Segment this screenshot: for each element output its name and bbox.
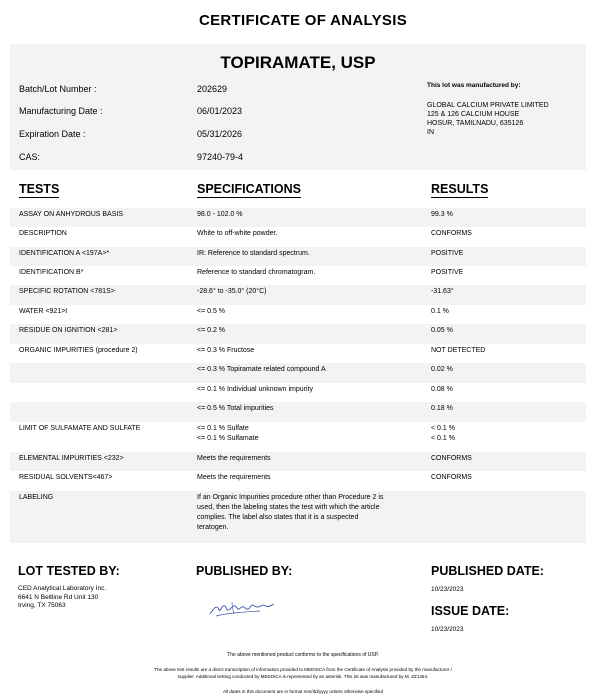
test-name: ASSAY ON ANHYDROUS BASIS: [19, 211, 123, 218]
manufacturer-line: 125 & 126 CALCIUM HOUSE: [427, 111, 520, 118]
document-title: CERTIFICATE OF ANALYSIS: [198, 12, 408, 29]
specification-line: complies. The label also states that it is a suspected: [197, 514, 359, 521]
specification: <= 0.1 % Individual unknown impurity: [197, 386, 313, 393]
specification: <= 0.3 % Fructose: [197, 347, 255, 354]
result-value: CONFORMS: [431, 474, 472, 481]
specification: <= 0.5 %: [197, 308, 226, 315]
result-value: -31.63°: [431, 288, 454, 295]
manufacturer-line: HOSUR, TAMILNADU, 635126: [427, 120, 524, 127]
manufacturer-line: IN: [427, 129, 434, 136]
result-value: 99.3 %: [431, 211, 453, 218]
result-value: POSITIVE: [431, 250, 464, 257]
test-name: RESIDUE ON IGNITION <281>: [19, 327, 118, 334]
batch-label: Batch/Lot Number :: [19, 84, 97, 94]
cas-value: 97240-79-4: [197, 152, 244, 162]
testing-note: supplier. Additional testing conducted by MEDISCA is represented by an asterisk. This lot was manufactured by M. ZZ1454.: [177, 674, 429, 679]
product-name: TOPIRAMATE, USP: [220, 53, 376, 72]
specification: -28.6° to -35.0° (20°C): [197, 288, 267, 295]
test-name: LIMIT OF SULFAMATE AND SULFATE: [19, 425, 141, 432]
transcription-note: The above test results are a direct transcription of information provided to MEDISCA from the Certificate of Analysis provided by the manufacturer /: [154, 667, 452, 672]
published-date-value: 10/23/2023: [431, 586, 464, 593]
specification-line: If an Organic Impurities procedure other than Procedure 2 is: [197, 494, 384, 501]
test-name: WATER <921>I: [19, 308, 68, 315]
test-name: IDENTIFICATION B*: [19, 269, 84, 276]
manufacturer-heading: This lot was manufactured by:: [427, 82, 521, 89]
lot-tested-address: [18, 585, 106, 611]
specification: White to off-white powder.: [197, 230, 278, 237]
result-value: CONFORMS: [431, 230, 472, 237]
table-row: [10, 208, 586, 227]
specifications-column-header: SPECIFICATIONS: [197, 182, 301, 196]
table-row: [10, 402, 586, 422]
test-name: DESCRIPTION: [19, 230, 67, 237]
specification: 98.0 - 102.0 %: [197, 211, 243, 218]
specification: Meets the requirements: [197, 474, 271, 481]
table-row: [10, 247, 586, 266]
test-name: LABELING: [19, 494, 54, 501]
table-row: [10, 422, 586, 452]
test-name: ORGANIC IMPURITIES (procedure 2): [19, 347, 138, 354]
specification: Meets the requirements: [197, 455, 271, 462]
specification: <= 0.5 % Total impurities: [197, 405, 274, 412]
result-value: NOT DETECTED: [431, 347, 486, 354]
test-name: ELEMENTAL IMPURITIES <232>: [19, 455, 124, 462]
specification-line: used, then the labeling states the test with which the article: [197, 504, 380, 511]
manufacturer-line: GLOBAL CALCIUM PRIVATE LIMITED: [427, 102, 549, 109]
lab-line: Irving, TX 75063: [18, 602, 66, 609]
test-name: RESIDUAL SOLVENTS<467>: [19, 474, 113, 481]
conformance-note: The above mentioned product conforms to the specifications of USP.: [227, 652, 379, 658]
test-name: SPECIFIC ROTATION <781S>: [19, 288, 115, 295]
result-value: 0.1 %: [431, 308, 449, 315]
table-row: [10, 324, 586, 344]
expiration-date-label: Expiration Date :: [19, 129, 86, 139]
specification: IR: Reference to standard spectrum.: [197, 250, 310, 257]
table-row: [10, 471, 586, 491]
specification: <= 0.3 % Topiramate related compound A: [197, 366, 326, 373]
table-row: [10, 363, 586, 383]
table-row: [10, 227, 586, 247]
test-name: IDENTIFICATION A <197A>*: [19, 250, 110, 257]
specification: <= 0.1 % Sulfamate: [197, 435, 259, 442]
signature-image: [208, 598, 278, 620]
published-date-heading: PUBLISHED DATE:: [431, 564, 544, 578]
table-row: [10, 285, 586, 305]
lab-line: CED Analytical Laboratory Inc.: [18, 585, 107, 592]
lot-tested-heading: LOT TESTED BY:: [18, 564, 120, 578]
result-value: CONFORMS: [431, 455, 472, 462]
lab-line: 6641 N Beltline Rd Unit 130: [18, 593, 99, 601]
table-row: [10, 491, 586, 543]
issue-date-value: 10/23/2023: [431, 626, 464, 633]
table-row: [10, 266, 586, 285]
result-value: 0.18 %: [431, 405, 453, 412]
manufacturing-date-label: Manufacturing Date :: [19, 106, 103, 116]
cas-label: CAS:: [19, 152, 41, 162]
table-row: [10, 305, 586, 324]
manufacturing-date-value: 06/01/2023: [197, 106, 243, 116]
specification-line: teratogen.: [197, 524, 229, 531]
table-row: [10, 383, 586, 402]
date-format-note: All dates in this document are in format mm/dd/yyyy unless otherwise specified: [222, 689, 384, 694]
manufacturer-address: [427, 101, 549, 137]
specification: Reference to standard chromatogram.: [197, 269, 316, 276]
table-row: [10, 452, 586, 471]
results-column-header: RESULTS: [431, 182, 489, 196]
product-info-panel: [10, 44, 586, 170]
result-value: 0.08 %: [431, 386, 453, 393]
issue-date-heading: ISSUE DATE:: [431, 604, 510, 618]
published-by-heading: PUBLISHED BY:: [196, 564, 293, 578]
result-value: 0.05 %: [431, 327, 453, 334]
expiration-date-value: 05/31/2026: [197, 129, 243, 139]
result-value: < 0.1 %: [431, 435, 455, 442]
batch-value: 202629: [197, 84, 228, 94]
result-value: < 0.1 %: [431, 425, 455, 432]
tests-column-header: TESTS: [19, 182, 60, 196]
result-value: 0.02 %: [431, 366, 453, 373]
result-value: POSITIVE: [431, 269, 464, 276]
specification: <= 0.2 %: [197, 327, 226, 334]
specification: <= 0.1 % Sulfate: [197, 425, 249, 432]
table-row: [10, 344, 586, 363]
